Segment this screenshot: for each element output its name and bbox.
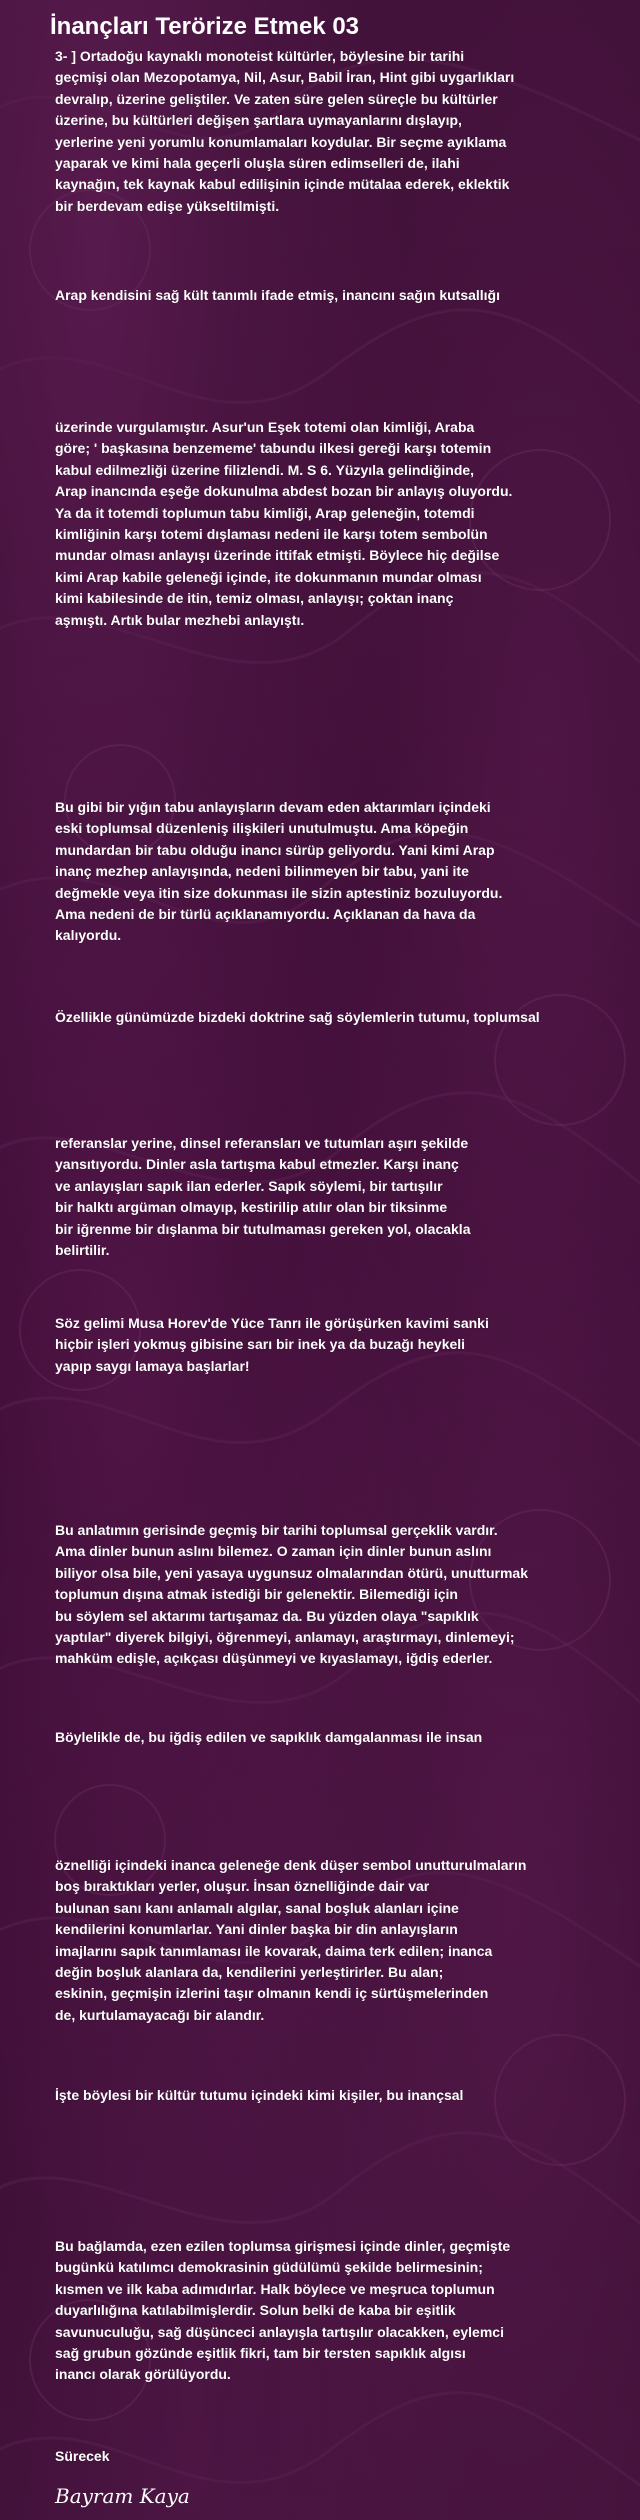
paragraph-5: Özellikle günümüzde bizdeki doktrine sağ söylemlerin tutumu, toplumsal xyxy=(55,1009,540,1025)
paragraph-12: Bu bağlamda, ezen ezilen toplumsa girişmesi içinde dinler, geçmişte bugünkü katılımcı demokrasinin güdülümü şekilde belirmesinin; kısmen ve ilk kaba adımıdırlar. Halk böylece ve meşruca toplumun duyarlılığına katılabilmişlerdir. Solun belki de kaba bir eşitlik savunuculuğu, sağ düşünceci anlayışla tartışılır olacakken, eylemci sağ grubun gözünde eşitlik fikri, tam bir tersten sapıklık algısı inancı olarak görülüyordu. xyxy=(55,2238,511,2383)
paragraph-10: öznelliği içindeki inanca geleneğe denk düşer sembol unutturulmaların boş bıraktıkları yerler, oluşur. İnsan öznelliğinde dair var bulunan sanı kanı anlamalı algılar, sanal boşluk alanları içine kendilerini konumlarlar. Yani dinler başka bir din anlayışların imajlarını sapık tanımlaması ile kovarak, daima terk edilen; inanca değin boşluk alanlara da, kendilerini yerleştirirler. Bu alan; eskinin, geçmişin izlerini taşır olmanın kendi iç sürtüşmelerinden de, kurtulamayacağı bir alandır. xyxy=(55,1857,527,2023)
paragraph-11: İşte böylesi bir kültür tutumu içindeki kimi kişiler, bu inançsal xyxy=(55,2087,464,2103)
paragraph-2: Arap kendisini sağ kült tanımlı ifade etmiş, inancını sağın kutsallığı xyxy=(55,287,500,303)
paragraph-9: Böylelikle de, bu iğdiş edilen ve sapıklık damgalanması ile insan xyxy=(55,1729,483,1745)
continued-note: Sürecek xyxy=(55,2448,110,2464)
author-signature: Bayram Kaya xyxy=(55,2484,190,2508)
paragraph-7: Söz gelimi Musa Horev'de Yüce Tanrı ile görüşürken kavimi sanki hiçbir işleri yokmuş gibisine sarı bir inek ya da buzağı heykeli yapıp saygı lamaya başlarlar! xyxy=(55,1315,489,1374)
paragraph-1: 3- ] Ortadoğu kaynaklı monoteist kültürler, böylesine bir tarihi geçmişi olan Mezopotamya, Nil, Asur, Babil İran, Hint gibi uygarlıkları devralıp, üzerine geliştiler. Ve zaten süre gelen süreçle bu kültürler üzerine, bu kültürleri değişen şartlara uymayanlarını dışlayıp, yerlerine yeni yorumlu konumlamaları koydular. Bir seçme ayıklama yaparak ve kimi hala geçerli oluşla süren edimselleri de, ilahi kaynağın, tek kaynak kabul edilişinin içinde mütalaa ederek, eklektik bir berdevam edişe yükseltilmişti. xyxy=(55,48,515,214)
paragraph-3: üzerinde vurgulamıştır. Asur'un Eşek totemi olan kimliği, Araba göre; ' başkasına benzememe' tabundu ilkesi gereği karşı totemin kabul edilmezliği üzerine filizlendi. M. S 6. Yüzyıla gelindiğinde, Arap inancında eşeğe dokunulma abdest bozan bir anlayış oluyordu. Ya da it totemdi toplumun tabu kimliği, Arap geleneğin, totemdi kimliğinin karşı totemi dışlaması nedeni ile karşı totem sembolün mundar olması anlayışı üzerinde ittifak etmişti. Böylece hiç değilse kimi Arap kabile geleneği içinde, ite dokunmanın mundar olması kimi kabilesinde de itin, temiz olması, anlayışı; çoktan inanç aşmıştı. Artık bular mezhebi anlayıştı. xyxy=(55,419,513,628)
page-title: İnançları Terörize Etmek 03 xyxy=(50,13,360,40)
paragraph-4: Bu gibi bir yığın tabu anlayışların devam eden aktarımları içindeki eski toplumsal düzenleniş ilişkileri unutulmuştu. Ama köpeğin mundardan bir tabu olduğu inancı sürüp geliyordu. Yani kimi Arap inanç mezhep anlayışında, nedeni bilinmeyen bir tabu, yani ite değmekle veya itin size dokunması ile sizin aptestiniz bozuluyordu. Ama nedeni de bir türlü açıklanamıyordu. Açıklanan da hava da kalıyordu. xyxy=(55,799,503,944)
paragraph-6: referanslar yerine, dinsel referansları ve tutumları aşırı şekilde yansıtıyordu. Dinler asla tartışma kabul etmezler. Karşı inanç ve anlayışları sapık ilan ederler. Sapık söylemi, bir tartışılır bir halktı argüman olmayıp, kestirilip atılır olan bir tiksinme bir iğrenme bir dışlanma bir tutulmaması gereken yol, olacakla belirtilir. xyxy=(55,1135,471,1259)
paragraph-8: Bu anlatımın gerisinde geçmiş bir tarihi toplumsal gerçeklik vardır. Ama dinler bunun aslını bilemez. O zaman için dinler bunun aslını biliyor olsa bile, yeni yasaya uygunsuz olmalarından ötürü, unutturmak toplumun dışına atmak istediği bir gelenektir. Bilemediği için bu söylem sel aktarımı tartışamaz da. Bu yüzden olaya "sapıklık yaptılar" diyerek bilgiyi, öğrenmeyi, anlamayı, araştırmayı, dinlemeyi; mahküm edişle, açıkçası düşünmeyi ve kıyaslamayı, iğdiş ederler. xyxy=(55,1522,528,1667)
